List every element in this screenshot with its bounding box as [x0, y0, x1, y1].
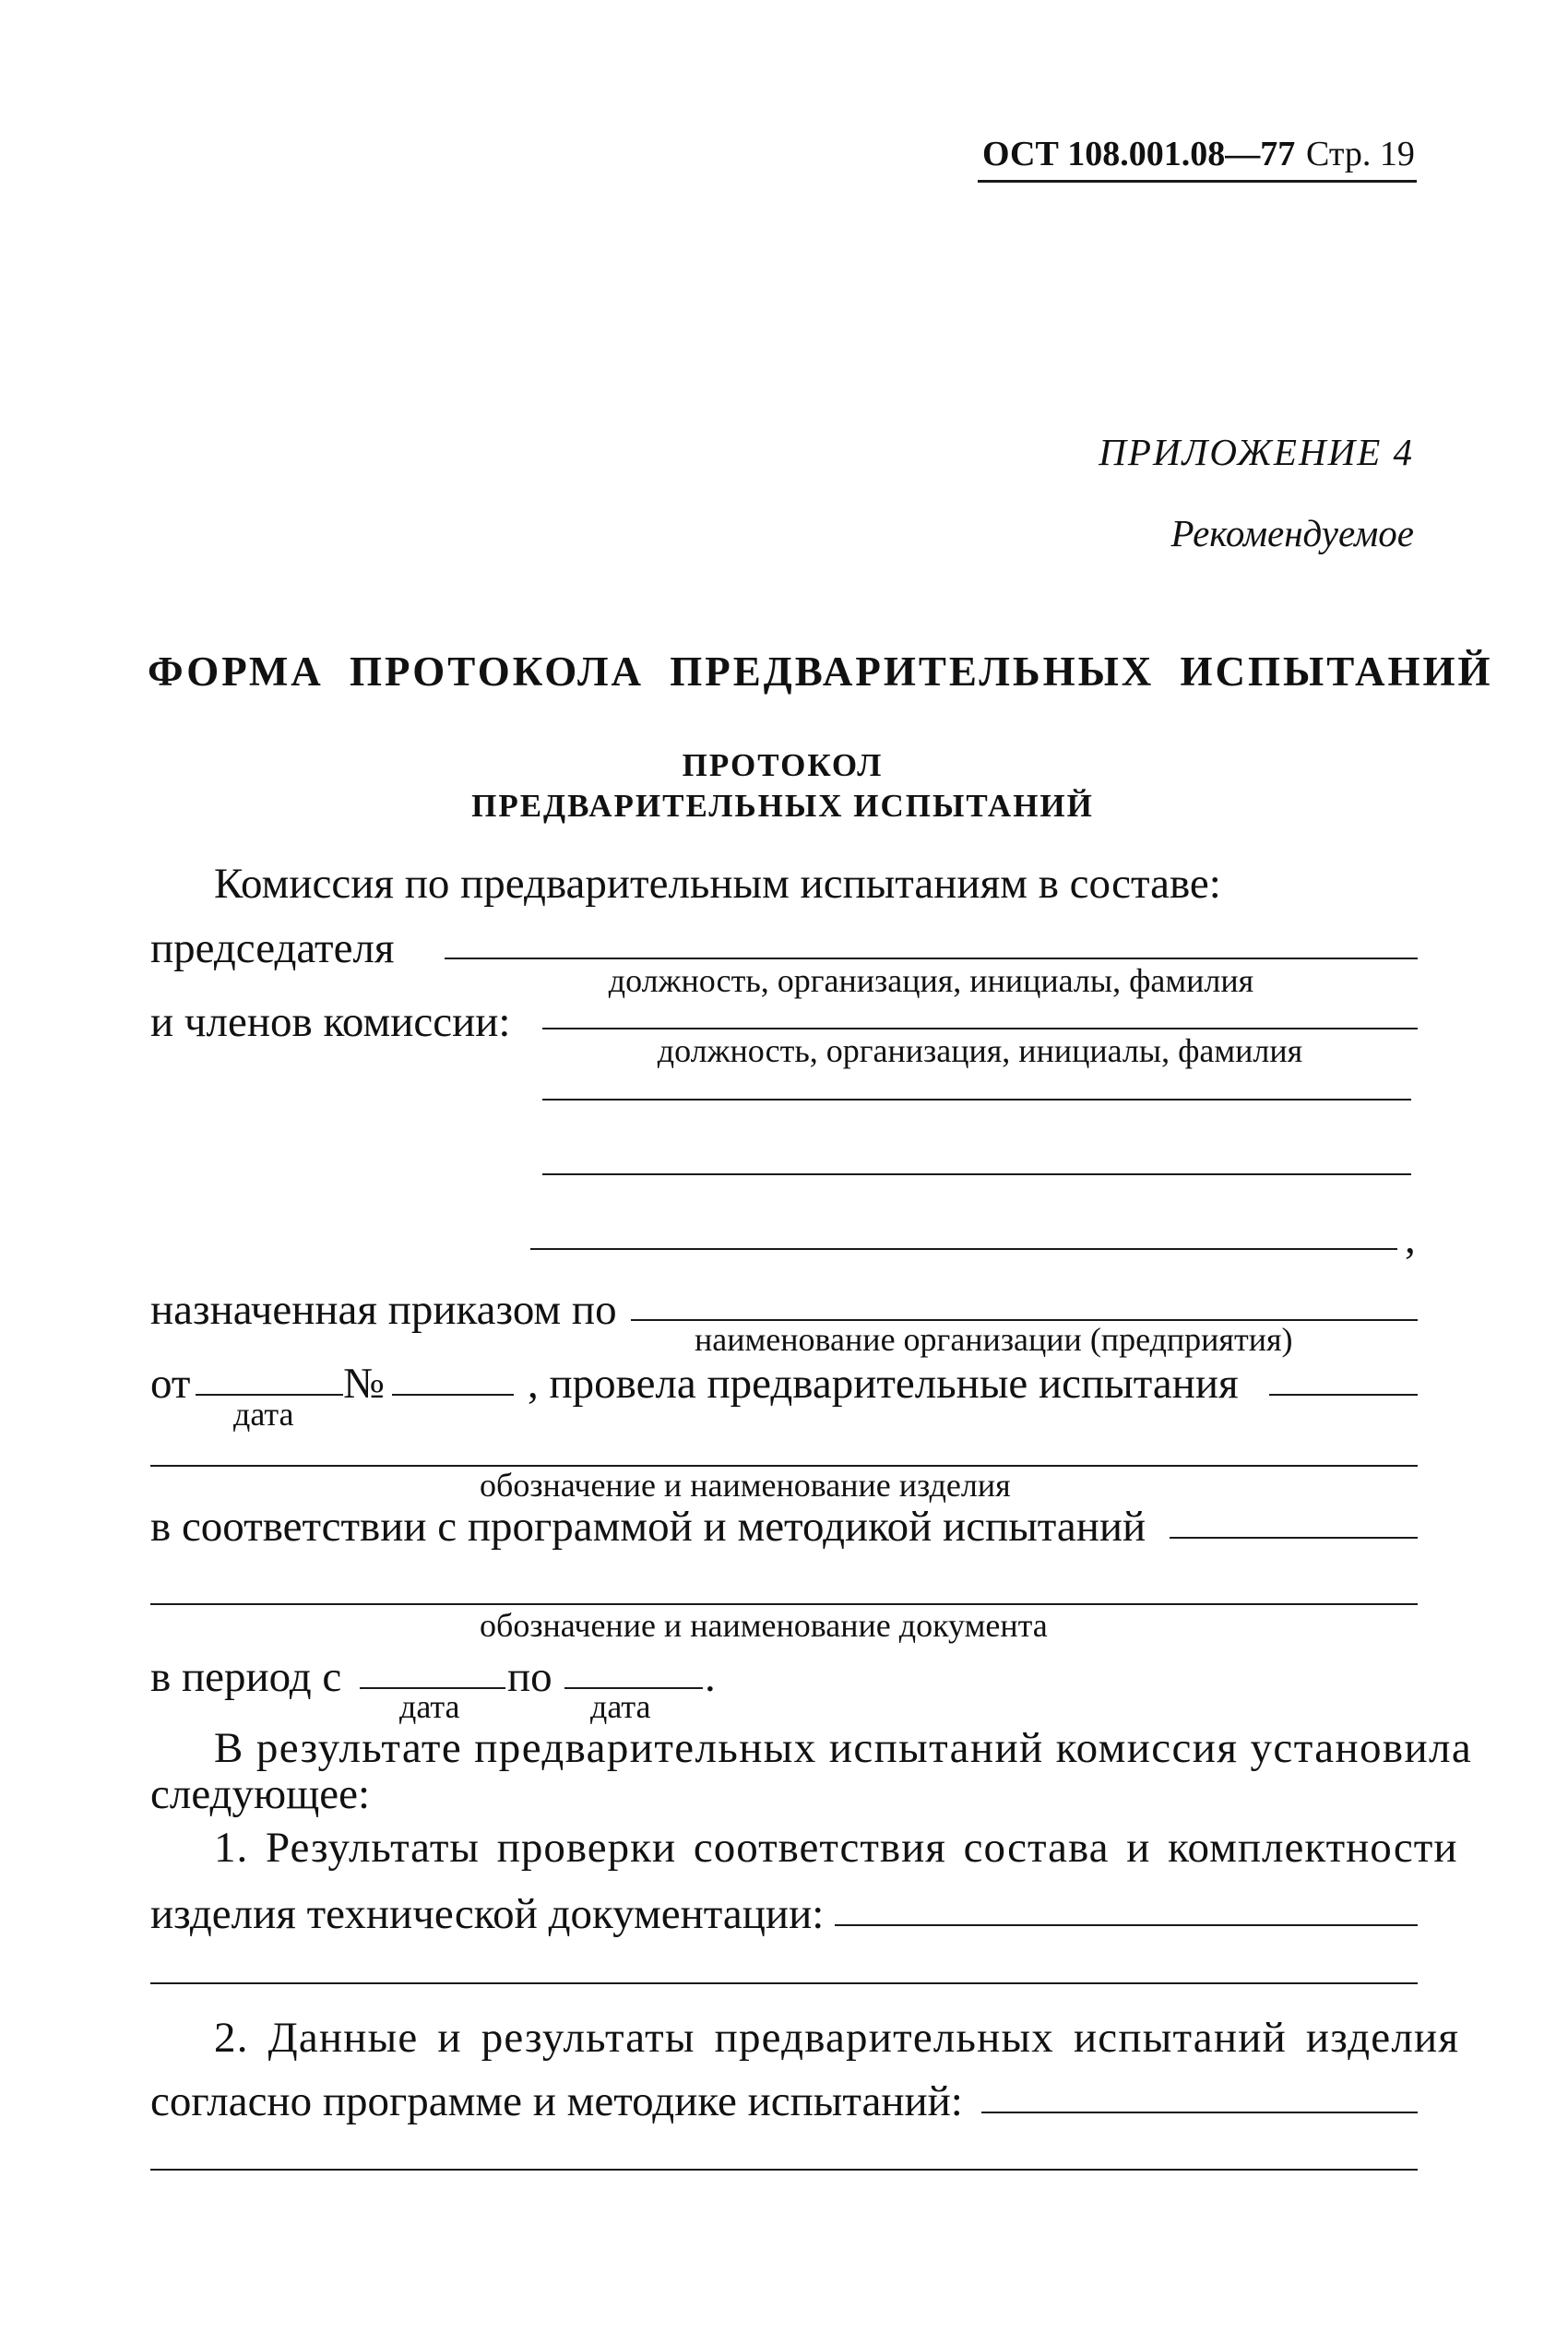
appendix-label: ПРИЛОЖЕНИЕ 4 — [1099, 431, 1414, 473]
protocol-title-line2: ПРЕДВАРИТЕЛЬНЫХ ИСПЫТАНИЙ — [471, 788, 1094, 824]
members-label: и членов комиссии: — [150, 998, 511, 1046]
period-label: в период с — [150, 1653, 342, 1701]
item1-line2: изделия технической документации: — [150, 1890, 825, 1938]
chairman-caption: должность, организация, инициалы, фамилия — [608, 962, 1254, 999]
result-intro-line2: следующее: — [150, 1770, 371, 1818]
program-text: в соответствии с программой и методикой испытаний — [150, 1503, 1146, 1551]
period-to-label: по — [507, 1653, 552, 1701]
document-field-line — [150, 1603, 1418, 1605]
item1-field-line-start — [835, 1924, 1418, 1926]
item2-line2: согласно программе и методике испытаний: — [150, 2077, 963, 2125]
chairman-field-line — [445, 958, 1418, 959]
members-end-comma: , — [1405, 1215, 1416, 1263]
header-page-label: Стр. 19 — [1306, 135, 1415, 173]
member-line-2 — [542, 1099, 1411, 1101]
document-caption: обозначение и наименование документа — [480, 1607, 1048, 1644]
item2-field-line — [150, 2169, 1418, 2171]
header-rule — [978, 180, 1417, 183]
main-title: ФОРМА ПРОТОКОЛА ПРЕДВАРИТЕЛЬНЫХ ИСПЫТАНИЙ — [148, 648, 1493, 695]
organization-caption: наименование организации (предприятия) — [695, 1321, 1293, 1358]
chairman-label: председателя — [150, 924, 395, 972]
members-caption: должность, организация, инициалы, фамилия — [657, 1032, 1303, 1069]
number-sign: № — [343, 1360, 385, 1408]
conducted-text: , провела предварительные испытания — [528, 1360, 1239, 1408]
member-line-4 — [530, 1248, 1397, 1250]
protocol-title-line1: ПРОТОКОЛ — [682, 747, 884, 783]
header-doc-code: ОСТ 108.001.08—77 — [982, 135, 1296, 173]
item1-field-line — [150, 1982, 1418, 1984]
period-from-caption: дата — [399, 1688, 460, 1725]
product-caption: обозначение и наименование изделия — [480, 1467, 1011, 1504]
result-intro-line1: В результате предварительных испытаний комиссия установила — [214, 1724, 1473, 1772]
from-label: от — [150, 1360, 191, 1408]
item2-field-line-start — [981, 2112, 1418, 2113]
period-to-caption: дата — [590, 1688, 651, 1725]
product-field-line-start — [1269, 1394, 1418, 1396]
appointed-label: назначенная приказом по — [150, 1286, 617, 1334]
commission-intro: Комиссия по предварительным испытаниям в составе: — [214, 860, 1221, 908]
appendix-status: Рекомендуемое — [1170, 512, 1414, 554]
program-field-line-start — [1170, 1537, 1418, 1539]
order-number-field-line — [392, 1394, 514, 1396]
member-line-3 — [542, 1173, 1411, 1175]
members-field-line — [542, 1028, 1418, 1029]
period-end-dot: . — [705, 1653, 716, 1701]
item2-line1: 2. Данные и результаты предварительных испытаний изделия — [214, 2014, 1460, 2062]
item1-line1: 1. Результаты проверки соответствия состава и комплектности — [214, 1824, 1458, 1872]
order-date-caption: дата — [233, 1396, 294, 1433]
